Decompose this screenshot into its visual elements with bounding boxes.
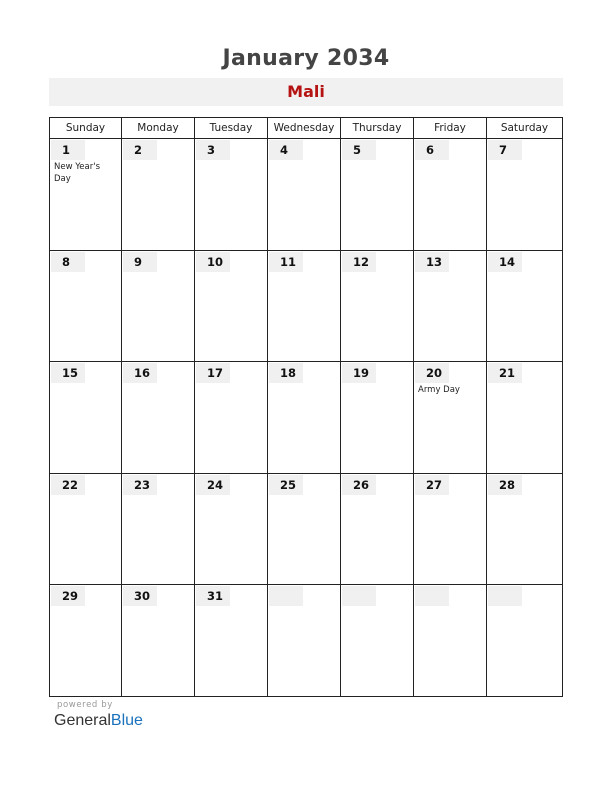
weekday-header-friday: Friday — [414, 118, 487, 139]
empty-day-cell — [341, 585, 414, 696]
day-cell — [487, 474, 562, 585]
country-name: Mali — [287, 82, 325, 101]
day-number: 21 — [488, 363, 522, 383]
day-number: 25 — [269, 475, 303, 495]
day-number — [415, 586, 449, 606]
day-number: 14 — [488, 252, 522, 272]
day-number: 12 — [342, 252, 376, 272]
day-cell — [195, 585, 268, 696]
logo-general-text: General — [54, 712, 111, 729]
day-number — [342, 586, 376, 606]
day-number — [488, 586, 522, 606]
day-number: 6 — [415, 140, 449, 160]
empty-day-cell — [268, 585, 341, 696]
day-cell — [487, 362, 562, 474]
day-cell — [414, 474, 487, 585]
day-number: 4 — [269, 140, 303, 160]
day-number: 31 — [196, 586, 230, 606]
day-cell — [122, 585, 195, 696]
day-number: 24 — [196, 475, 230, 495]
day-number — [269, 586, 303, 606]
day-cell — [122, 362, 195, 474]
day-cell — [414, 362, 487, 474]
day-cell — [195, 251, 268, 362]
day-number: 23 — [123, 475, 157, 495]
day-number: 7 — [488, 140, 522, 160]
weekday-header-sunday: Sunday — [50, 118, 122, 139]
day-number: 26 — [342, 475, 376, 495]
powered-by-label: powered by — [57, 700, 113, 710]
day-cell — [50, 251, 122, 362]
country-banner — [49, 78, 563, 106]
day-cell — [268, 139, 341, 251]
calendar-grid — [49, 117, 563, 697]
day-cell — [195, 139, 268, 251]
day-number: 15 — [51, 363, 85, 383]
day-cell — [268, 251, 341, 362]
weekday-header-saturday: Saturday — [487, 118, 562, 139]
day-number: 22 — [51, 475, 85, 495]
day-number: 9 — [123, 252, 157, 272]
day-cell — [50, 474, 122, 585]
empty-day-cell — [414, 585, 487, 696]
day-number: 20 — [415, 363, 449, 383]
weekday-header-tuesday: Tuesday — [195, 118, 268, 139]
day-cell — [50, 139, 122, 251]
day-cell — [487, 139, 562, 251]
day-number: 5 — [342, 140, 376, 160]
day-number: 13 — [415, 252, 449, 272]
day-cell — [341, 251, 414, 362]
day-cell — [122, 474, 195, 585]
empty-day-cell — [487, 585, 562, 696]
day-cell — [268, 362, 341, 474]
day-cell — [414, 251, 487, 362]
day-number: 18 — [269, 363, 303, 383]
day-number: 27 — [415, 475, 449, 495]
day-number: 8 — [51, 252, 85, 272]
generalblue-logo[interactable] — [54, 712, 143, 730]
day-number: 2 — [123, 140, 157, 160]
holiday-label: New Year's Day — [54, 162, 101, 184]
weekday-header-monday: Monday — [122, 118, 195, 139]
day-number: 11 — [269, 252, 303, 272]
weekday-header-thursday: Thursday — [341, 118, 414, 139]
day-cell — [341, 139, 414, 251]
day-cell — [414, 139, 487, 251]
logo-blue-text: Blue — [110, 712, 143, 729]
day-cell — [487, 251, 562, 362]
day-cell — [50, 585, 122, 696]
day-number: 29 — [51, 586, 85, 606]
day-number: 30 — [123, 586, 157, 606]
day-number: 19 — [342, 363, 376, 383]
day-number: 1 — [51, 140, 85, 160]
weekday-header-wednesday: Wednesday — [268, 118, 341, 139]
day-cell — [122, 139, 195, 251]
day-number: 3 — [196, 140, 230, 160]
holiday-label: Army Day — [418, 385, 460, 395]
day-cell — [195, 362, 268, 474]
day-cell — [50, 362, 122, 474]
calendar-title: January 2034 — [222, 46, 390, 71]
day-number: 16 — [123, 363, 157, 383]
day-number: 17 — [196, 363, 230, 383]
day-cell — [268, 474, 341, 585]
day-cell — [195, 474, 268, 585]
day-cell — [341, 362, 414, 474]
day-number: 28 — [488, 475, 522, 495]
day-cell — [122, 251, 195, 362]
day-number: 10 — [196, 252, 230, 272]
day-cell — [341, 474, 414, 585]
